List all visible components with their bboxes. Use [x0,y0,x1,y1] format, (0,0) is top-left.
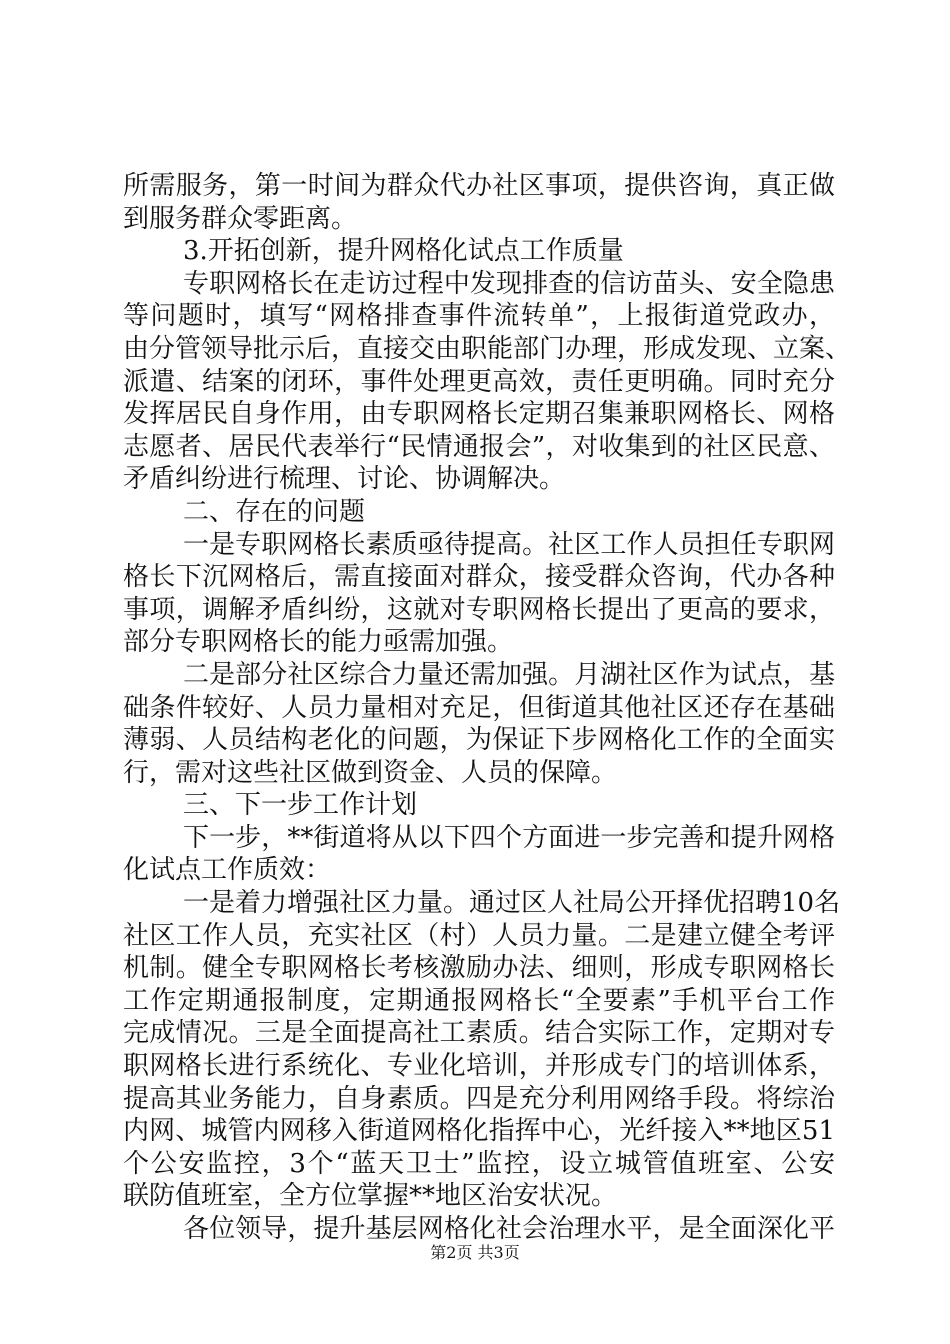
text-line: 完成情况。三是全面提高社工素质。结合实际工作，定期对专 [123,1018,835,1049]
text-line: 一是专职网格长素质亟待提高。社区工作人员担任专职网 [183,529,835,560]
text-line: 3.开拓创新，提升网格化试点工作质量 [183,236,624,267]
text-line: 机制。健全专职网格长考核激励办法、细则，形成专职网格长 [123,953,835,984]
text-line: 矛盾纠纷进行梳理、讨论、协调解决。 [123,464,566,495]
page-footer: 第2页 共3页 [430,1243,520,1262]
text-line: 到服务群众零距离。 [123,203,358,234]
text-line: 部分专职网格长的能力亟需加强。 [123,627,514,658]
text-line: 联防值班室，全方位掌握**地区治安状况。 [123,1181,618,1212]
text-line: 职网格长进行系统化、专业化培训，并形成专门的培训体系， [123,1051,835,1082]
text-line: 工作定期通报制度，定期通报网格长“全要素”手机平台工作 [123,985,835,1016]
text-line: 一是着力增强社区力量。通过区人社局公开择优招聘10名 [183,888,841,919]
document-body [123,170,852,1246]
text-line: 等问题时，填写“网格排查事件流转单”，上报街道党政办， [123,301,835,332]
text-line: 事项，调解矛盾纠纷，这就对专职网格长提出了更高的要求， [123,594,835,625]
text-line: 各位领导，提升基层网格化社会治理水平，是全面深化平 [183,1214,835,1244]
text-line: 薄弱、人员结构老化的问题，为保证下步网格化工作的全面实 [123,725,835,756]
text-line: 础条件较好、人员力量相对充足，但街道其他社区还存在基础 [123,692,835,723]
text-line: 专职网格长在走访过程中发现排查的信访苗头、安全隐患 [183,268,835,299]
text-line: 二是部分社区综合力量还需加强。月湖社区作为试点，基 [183,659,835,690]
text-line: 下一步，**街道将从以下四个方面进一步完善和提升网格 [183,822,835,853]
text-line: 格长下沉网格后，需直接面对群众，接受群众咨询，代办各种 [123,562,835,593]
text-line: 发挥居民自身作用，由专职网格长定期召集兼职网格长、网格 [123,399,835,430]
text-line: 所需服务，第一时间为群众代办社区事项，提供咨询，真正做 [123,171,835,201]
text-line: 三、下一步工作计划 [183,790,418,821]
text-line: 提高其业务能力，自身素质。四是充分利用网络手段。将综治 [123,1083,835,1114]
text-line: 派遣、结案的闭环，事件处理更高效，责任更明确。同时充分 [123,366,835,397]
text-line: 社区工作人员，充实社区（村）人员力量。二是建立健全考评 [123,920,835,951]
text-line: 内网、城管内网移入街道网格化指挥中心，光纤接入**地区51 [123,1116,835,1147]
text-line: 个公安监控，3个“蓝天卫士”监控，设立城管值班室、公安 [123,1148,835,1179]
text-line: 行，需对这些社区做到资金、人员的保障。 [123,757,618,788]
text-line: 由分管领导批示后，直接交由职能部门办理，形成发现、立案、 [123,333,852,364]
text-line: 志愿者、居民代表举行“民情通报会”，对收集到的社区民意、 [123,431,835,462]
text-line: 化试点工作质效： [123,855,332,886]
text-line: 二、存在的问题 [183,496,366,527]
